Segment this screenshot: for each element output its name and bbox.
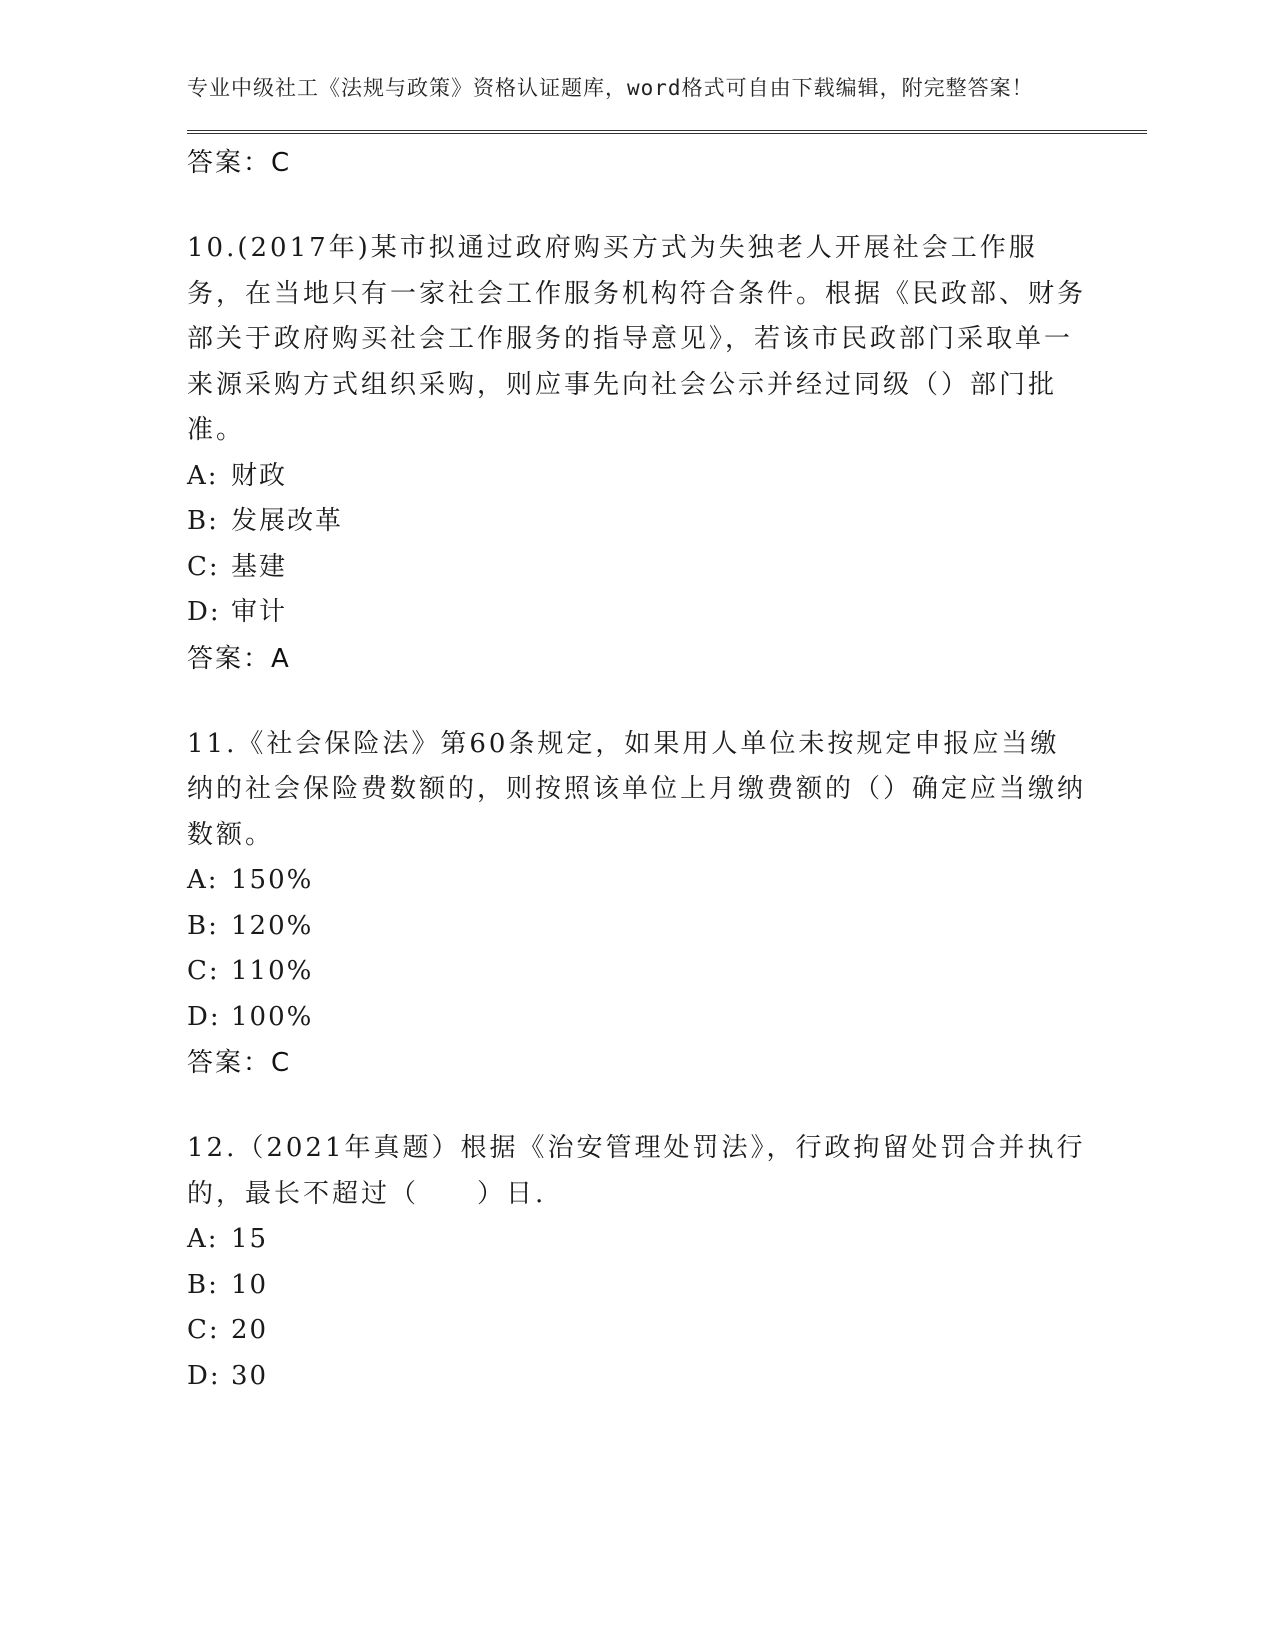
option-letter: C: xyxy=(187,1315,220,1345)
option-b xyxy=(187,499,1147,545)
option-letter: C: xyxy=(187,956,220,986)
option-text: 100% xyxy=(231,1001,314,1032)
option-letter: A: xyxy=(187,460,219,491)
document-page xyxy=(187,72,1147,1399)
document-header: 专业中级社工《法规与政策》资格认证题库，word格式可自由下载编辑，附完整答案！ xyxy=(187,76,1034,100)
option-text: 审计 xyxy=(231,597,288,627)
option-letter: D: xyxy=(187,1360,221,1391)
question-answer: 答案：C xyxy=(187,1048,292,1078)
option-text: 110% xyxy=(231,956,314,986)
option-text: 120% xyxy=(231,910,314,941)
option-a xyxy=(187,1217,1147,1263)
option-letter: B: xyxy=(187,1269,219,1300)
option-text: 150% xyxy=(231,865,314,895)
header-divider xyxy=(187,130,1147,134)
option-letter: D: xyxy=(187,1001,221,1032)
option-letter: D: xyxy=(187,597,221,627)
option-letter: C: xyxy=(187,551,220,582)
option-c xyxy=(187,1308,1147,1354)
option-d xyxy=(187,1354,1147,1400)
option-d xyxy=(187,995,1147,1041)
question-answer: 答案：A xyxy=(187,643,291,674)
option-text: 20 xyxy=(231,1315,269,1345)
option-text: 基建 xyxy=(231,551,288,582)
option-b xyxy=(187,904,1147,950)
option-text: 10 xyxy=(231,1269,269,1300)
previous-answer: 答案：C xyxy=(187,148,292,178)
option-text: 15 xyxy=(231,1224,269,1254)
option-letter: A: xyxy=(187,1224,219,1254)
question-stem: 11.《社会保险法》第60条规定，如果用人单位未按规定申报应当缴纳的社会保险费数额的，则按照该单位上月缴费额的（）确定应当缴纳数额。 xyxy=(187,728,1087,850)
option-text: 财政 xyxy=(231,460,288,491)
option-letter: B: xyxy=(187,506,219,536)
question-stem: 10.(2017年)某市拟通过政府购买方式为失独老人开展社会工作服务，在当地只有一家社会工作服务机构符合条件。根据《民政部、财务部关于政府购买社会工作服务的指导意见》，若该市民政部门采取单一来源采购方式组织采购，则应事先向社会公示并经过同级（）部门批准。 xyxy=(187,233,1087,445)
option-a xyxy=(187,454,1147,500)
option-text: 30 xyxy=(231,1360,269,1391)
question-stem: 12.（2021年真题）根据《治安管理处罚法》，行政拘留处罚合并执行的，最长不超过（ ）日. xyxy=(187,1133,1086,1209)
option-b xyxy=(187,1263,1147,1309)
option-text: 发展改革 xyxy=(231,506,344,536)
option-letter: A: xyxy=(187,865,219,895)
option-d xyxy=(187,590,1147,636)
option-letter: B: xyxy=(187,910,219,941)
option-c xyxy=(187,949,1147,995)
option-a xyxy=(187,858,1147,904)
option-c xyxy=(187,545,1147,591)
